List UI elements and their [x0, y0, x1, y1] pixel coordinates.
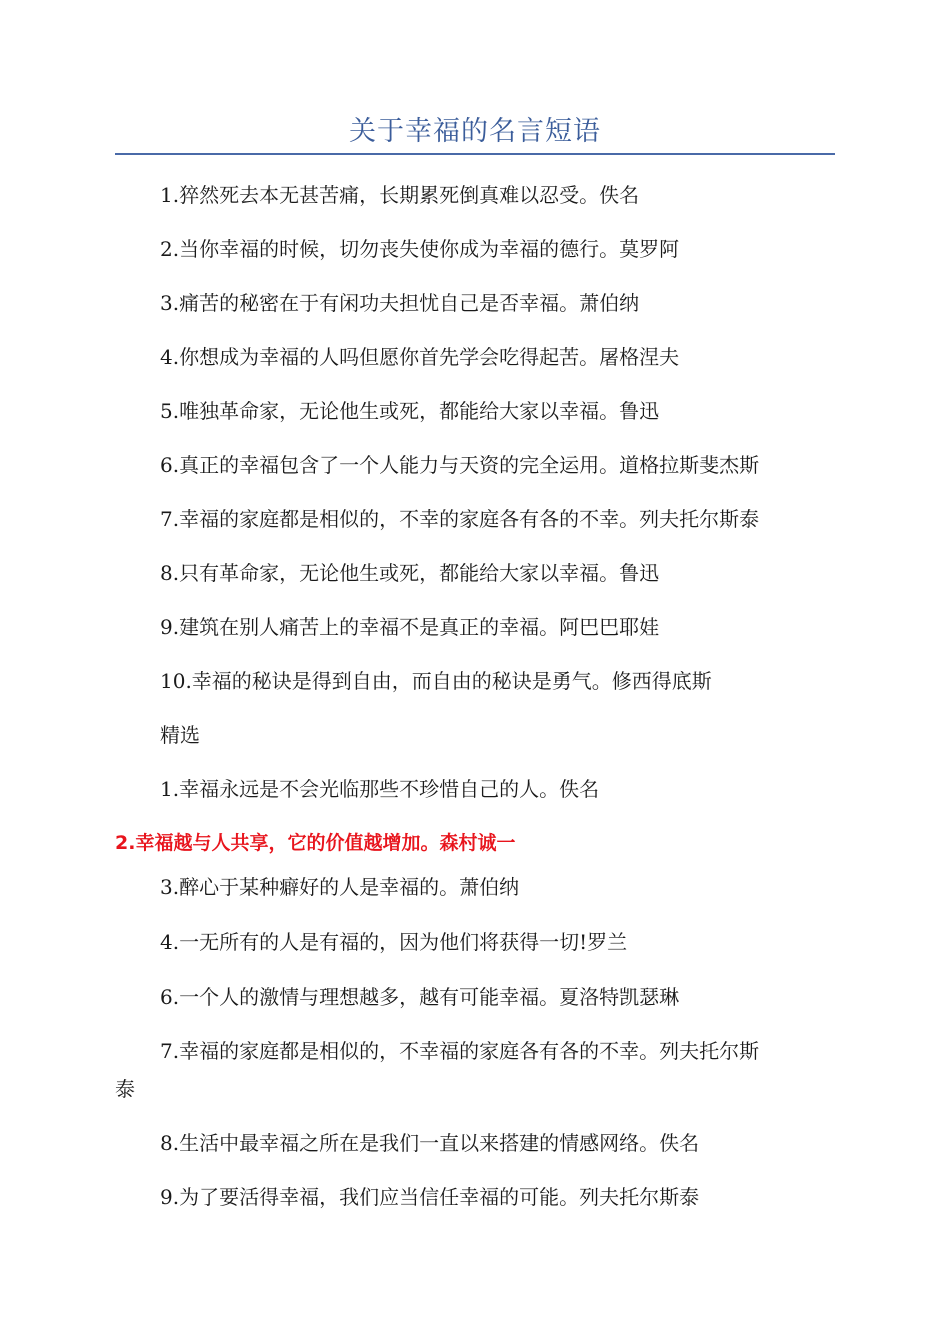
- highlighted-quote-line: 2.幸福越与人共享，它的价值越增加。森村诚一: [115, 832, 516, 854]
- quote-line: 2.当你幸福的时候，切勿丧失使你成为幸福的德行。莫罗阿: [160, 237, 680, 261]
- quote-line-continuation: 泰: [115, 1077, 135, 1101]
- quote-line: 6.真正的幸福包含了一个人能力与天资的完全运用。道格拉斯斐杰斯: [160, 453, 760, 477]
- quote-line: 3.痛苦的秘密在于有闲功夫担忧自己是否幸福。萧伯纳: [160, 291, 640, 315]
- quote-line: 4.一无所有的人是有福的，因为他们将获得一切!罗兰: [160, 930, 628, 954]
- quote-line: 9.建筑在别人痛苦上的幸福不是真正的幸福。阿巴巴耶娃: [160, 615, 660, 639]
- quote-line: 7.幸福的家庭都是相似的，不幸的家庭各有各的不幸。列夫托尔斯泰: [160, 507, 760, 531]
- quote-line: 7.幸福的家庭都是相似的，不幸福的家庭各有各的不幸。列夫托尔斯: [160, 1039, 760, 1063]
- quote-line: 9.为了要活得幸福，我们应当信任幸福的可能。列夫托尔斯泰: [160, 1185, 700, 1209]
- quote-line: 8.生活中最幸福之所在是我们一直以来搭建的情感网络。佚名: [160, 1131, 700, 1155]
- quote-line: 10.幸福的秘诀是得到自由，而自由的秘诀是勇气。修西得底斯: [160, 669, 712, 693]
- quote-line: 1.猝然死去本无甚苦痛，长期累死倒真难以忍受。佚名: [160, 183, 640, 207]
- quote-line: 8.只有革命家，无论他生或死，都能给大家以幸福。鲁迅: [160, 561, 660, 585]
- quote-line: 3.醉心于某种癖好的人是幸福的。萧伯纳: [160, 875, 520, 899]
- quote-line: 4.你想成为幸福的人吗但愿你首先学会吃得起苦。屠格涅夫: [160, 345, 680, 369]
- quote-line: 6.一个人的激情与理想越多，越有可能幸福。夏洛特凯瑟琳: [160, 985, 680, 1009]
- document-title: 关于幸福的名言短语: [349, 116, 601, 147]
- quote-line: 5.唯独革命家，无论他生或死，都能给大家以幸福。鲁迅: [160, 399, 660, 423]
- title-underline: [115, 153, 835, 155]
- section-heading: 精选: [160, 723, 200, 747]
- quote-line: 1.幸福永远是不会光临那些不珍惜自己的人。佚名: [160, 777, 600, 801]
